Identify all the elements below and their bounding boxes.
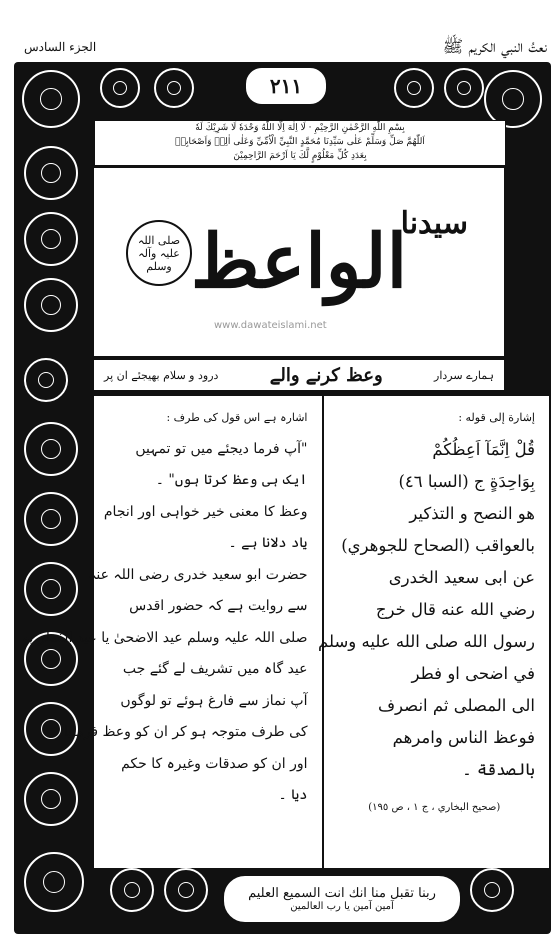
urdu-line: وعظ کا معنی خیر خواہی اور انجام — [103, 503, 308, 520]
header-left-text: الجزء السادس — [24, 40, 97, 54]
dua-header-panel — [94, 120, 506, 166]
urdu-line: "آپ فرما دیجئے میں تو تمہیں — [135, 440, 308, 457]
salawat-emblem: صلی اللہ علیہ وآلہ وسلم — [126, 220, 192, 286]
arabic-line: في اضحى او فطر — [411, 664, 535, 683]
floral-ornament-icon — [154, 68, 194, 108]
footer-line: آمین آمین یا رب العالمین — [290, 901, 394, 912]
urdu-line: آپ نماز سے فارغ ہوئے تو لوگوں — [120, 692, 308, 709]
urdu-line: یاد دلانا ہے ۔ — [228, 535, 308, 551]
footer-dua — [222, 874, 462, 924]
arabic-line: عن ابى سعيد الخدرى — [388, 568, 535, 587]
floral-ornament-icon — [24, 852, 84, 912]
subtitle-right: ہمارے سردار — [434, 368, 494, 382]
floral-ornament-icon — [24, 278, 78, 332]
header-right-text: نعتُ النبي الكريم ﷺ — [442, 37, 547, 57]
floral-ornament-icon — [24, 212, 78, 266]
floral-ornament-icon — [394, 68, 434, 108]
page-number: ٢١١ — [244, 66, 328, 106]
title-prefix: سیدنا — [400, 206, 468, 241]
subtitle-center: وعظ کرنے والے — [269, 364, 383, 386]
floral-ornament-icon — [444, 68, 484, 108]
urdu-line: دیا ۔ — [278, 787, 308, 803]
urdu-line: سے روایت ہے کہ حضور اقدس — [129, 598, 308, 614]
floral-ornament-icon — [24, 358, 68, 402]
footer-line: ربنا تقبل منا انك انت السميع العليم — [248, 886, 436, 901]
urdu-line: صلی اللہ علیہ وسلم عید الاضحیٰ یا عید الفطر پہ — [21, 629, 308, 646]
hadith-reference: (صحيح البخاري ، ج ١ ، ص ١٩٥) — [368, 802, 501, 813]
arabic-line: رضي الله عنه قال خرج — [375, 600, 535, 619]
ornamental-frame — [14, 62, 551, 934]
arabic-line: بالصدقة ۔ — [462, 760, 535, 779]
urdu-line: ایک ہی وعظ کرتا ہوں" ۔ — [155, 472, 308, 488]
floral-ornament-icon — [110, 868, 154, 912]
arabic-line: بِوَاحِدَةٍ ج (السبا ٤٦) — [398, 472, 535, 491]
arabic-line: فوعظ الناس وامرهم — [392, 728, 535, 747]
floral-ornament-icon — [164, 868, 208, 912]
floral-ornament-icon — [24, 422, 78, 476]
arabic-column — [318, 396, 550, 868]
subtitle-left: درود و سلام بھیجئے ان پر — [104, 368, 219, 382]
arabic-line: رسول الله صلى الله عليه وسلم — [318, 632, 535, 651]
watermark-url: www.dawateislami.net — [214, 320, 327, 331]
dua-line: بِعَدَدِ كُلِّ مَعْلُوْمٍ لَّكَ يَا اَرْحَمَ الرَّاحِمِيْنَ — [233, 151, 367, 161]
arabic-line: بالعواقب (الصحاح للجوهري) — [341, 536, 535, 555]
urdu-column — [21, 396, 322, 868]
arabic-line: قُلْ اِنَّمَآ اَعِظُكُمْ — [432, 440, 535, 459]
urdu-heading: اشارہ ہے اس قول کی طرف : — [166, 411, 308, 424]
urdu-line: حضرت ابو سعید خدری رضی اللہ عنہ — [88, 566, 308, 583]
floral-ornament-icon — [100, 68, 140, 108]
floral-ornament-icon — [470, 868, 514, 912]
subtitle-strip — [94, 360, 504, 390]
content-panel — [21, 396, 549, 868]
title-panel — [94, 168, 504, 356]
floral-ornament-icon — [22, 70, 80, 128]
floral-ornament-icon — [24, 492, 78, 546]
dua-line: بِسْمِ اللّٰهِ الرَّحْمٰنِ الرَّحِيْمِ · لَا اِلٰهَ اِلَّا اللّٰهُ وَحْدَهٗ لَا شَرِيْكَ لَهٗ — [195, 123, 405, 133]
urdu-line: کی طرف متوجہ ہو کر ان کو وعظ فرمایا — [63, 724, 308, 740]
arabic-heading: إشارة إلى قوله : — [458, 411, 535, 424]
urdu-line: عید گاہ میں تشریف لے گئے جب — [122, 661, 308, 677]
page-title: الواعظ — [190, 219, 408, 305]
arabic-line: الى المصلى ثم انصرف — [377, 696, 535, 715]
floral-ornament-icon — [24, 562, 78, 616]
urdu-line: اور ان کو صدقات وغیرہ کا حکم — [121, 755, 308, 772]
floral-ornament-icon — [24, 772, 78, 826]
dua-line: اَللّٰهُمَّ صَلِّ وَسَلِّمْ عَلٰى سَيِّدِنَا مُحَمَّدٍ النَّبِيِّ الْاُمِّيِّ وَعَلٰى اٰلِهٖ وَاَصْحَابِهٖ — [175, 137, 425, 147]
floral-ornament-icon — [24, 146, 78, 200]
arabic-line: هو النصح و التذكير — [409, 504, 535, 523]
